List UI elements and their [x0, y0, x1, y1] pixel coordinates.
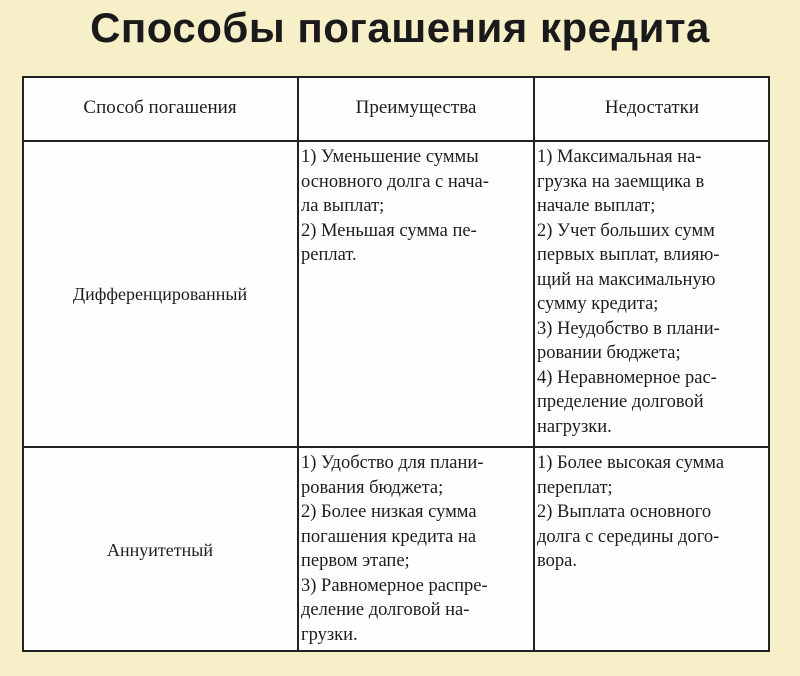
repayment-methods-table	[22, 76, 770, 652]
cell-text-line: грузка на заемщика в	[537, 171, 705, 192]
cell-text-line: щий на максимальную	[537, 269, 716, 290]
cell-text-line: ла выплат;	[301, 196, 385, 216]
cell-text-line: 2) Выплата основного	[537, 502, 712, 522]
method-cell-differentiated: Дифференцированный	[72, 283, 248, 304]
cell-text-line: реплат.	[301, 245, 357, 265]
table-border-right	[768, 76, 770, 652]
cell-text-line: вора.	[537, 551, 577, 571]
column-header-method: Способ погашения	[83, 97, 237, 118]
method-cell-annuity: Аннуитетный	[107, 539, 213, 560]
cell-text-line: первых выплат, влияю-	[537, 245, 720, 265]
cell-text-line: 1) Максимальная на-	[537, 147, 702, 167]
cell-text-line: долга с середины дого-	[537, 526, 720, 547]
advantages-cell-annuity	[298, 448, 534, 652]
cell-text-line: 4) Неравномерное рас-	[537, 367, 717, 388]
cell-text-line: 1) Уменьшение суммы	[301, 147, 479, 167]
cell-text-line: основного долга с нача-	[301, 171, 489, 192]
advantages-cell-differentiated	[298, 142, 534, 446]
disadvantages-cell-differentiated	[534, 142, 770, 446]
cell-text-line: нагрузки.	[537, 416, 612, 437]
cell-text-line: сумму кредита;	[537, 294, 659, 314]
column-header-advantages: Преимущества	[355, 97, 477, 118]
table-border-bottom	[22, 650, 770, 652]
disadvantages-cell-annuity	[534, 448, 770, 652]
cell-text-line: деление долговой на-	[301, 600, 470, 620]
cell-text-line: 2) Учет больших сумм	[537, 220, 715, 241]
cell-text-line: переплат;	[537, 477, 613, 498]
column-divider-2	[533, 76, 535, 652]
cell-text-line: 1) Удобство для плани-	[301, 453, 484, 473]
table-border-left	[22, 76, 24, 652]
column-header-disadvantages: Недостатки	[604, 97, 700, 118]
cell-text-line: грузки.	[301, 624, 358, 645]
column-divider-1	[297, 76, 299, 652]
cell-text-line: начале выплат;	[537, 196, 656, 216]
cell-text-line: ровании бюджета;	[537, 343, 681, 363]
cell-text-line: 3) Равномерное распре-	[301, 575, 488, 596]
cell-text-line: рования бюджета;	[301, 477, 444, 498]
cell-text-line: 1) Более высокая сумма	[537, 453, 725, 473]
cell-text-line: первом этапе;	[301, 551, 410, 571]
cell-text-line: 2) Более низкая сумма	[301, 502, 477, 522]
row-divider	[22, 446, 770, 448]
header-divider	[22, 140, 770, 142]
cell-text-line: 3) Неудобство в плани-	[537, 318, 720, 339]
table-border-top	[22, 76, 770, 78]
page-title: Способы погашения кредита	[90, 4, 710, 51]
cell-text-line: пределение долговой	[537, 392, 704, 412]
cell-text-line: погашения кредита на	[301, 526, 477, 547]
cell-text-line: 2) Меньшая сумма пе-	[301, 220, 477, 241]
